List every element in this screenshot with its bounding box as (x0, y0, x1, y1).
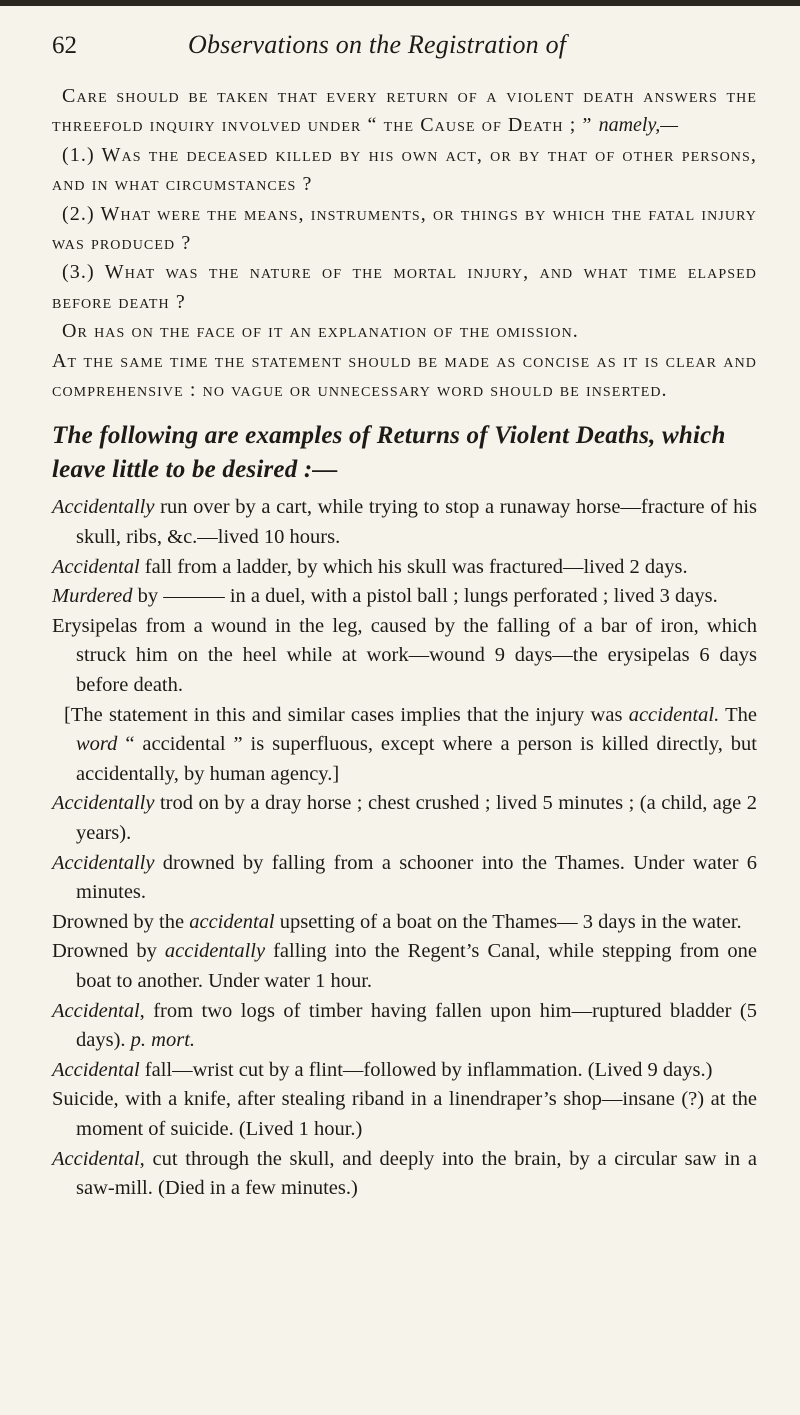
rule-lead: Care should be taken that every return of a violent death answers the threefold inquiry involved under “ the Cause of Death ; ” namely,— (52, 85, 757, 137)
example-entry: Accidental, from two logs of timber having fallen upon him—ruptured bladder (5 days). p. mort. (52, 999, 757, 1052)
running-title: Observations on the Registration of (188, 30, 567, 59)
example-entry: Accidental fall from a ladder, by which his skull was fractured—lived 2 days. (52, 555, 688, 578)
omission-rule: Or has on the face of it an explanation of the omission. (62, 320, 579, 343)
example-entry: Drowned by the accidental upsetting of a boat on the Thames— 3 days in the water. (52, 910, 742, 933)
registration-rules (52, 82, 757, 405)
example-entry: Suicide, with a knife, after stealing riband in a linendraper’s shop—insane (?) at the moment of suicide. (Lived 1 hour.) (52, 1088, 757, 1140)
example-entry: Accidental fall—wrist cut by a flint—followed by inflammation. (Lived 9 days.) (52, 1058, 713, 1081)
page-number: 62 (52, 32, 77, 59)
question-1: (1.) Was the deceased killed by his own act, or by that of other persons, and in what circumstances ? (52, 143, 757, 196)
example-entry: Accidentally trod on by a dray horse ; chest crushed ; lived 5 minutes ; (a child, age 2 years). (52, 792, 757, 844)
question-2: (2.) What were the means, instruments, or things by which the fatal injury was produced ? (52, 202, 757, 255)
example-entry: Erysipelas from a wound in the leg, caused by the falling of a bar of iron, which struck him on the heel while at work—wound 9 days—the erysipelas 6 days before death. (52, 614, 757, 697)
examples-list (52, 493, 757, 1203)
page (52, 30, 757, 1204)
top-rule (0, 0, 800, 6)
example-entry: Accidentally run over by a cart, while trying to stop a runaway horse—fracture of his skull, ribs, &c.—lived 10 hours. (52, 496, 757, 549)
question-3: (3.) What was the nature of the mortal injury, and what time elapsed before death ? (52, 261, 757, 313)
examples-intro: The following are examples of Returns of Violent Deaths, which leave little to be desired :— (52, 422, 726, 484)
example-entry: Drowned by accidentally falling into the Regent’s Canal, while stepping from one boat to another. Under water 1 hour. (52, 940, 757, 992)
example-entry: Accidentally drowned by falling from a schooner into the Thames. Under water 6 minutes. (52, 851, 757, 904)
concise-rule: At the same time the statement should be made as concise as it is clear and comprehensive : no vague or unnecessary word should be inserted. (52, 349, 757, 402)
page-header (52, 30, 757, 82)
example-entry: Accidental, cut through the skull, and deeply into the brain, by a circular saw in a saw-mill. (Died in a few minutes.) (52, 1147, 757, 1200)
editorial-note: [The statement in this and similar cases implies that the injury was accidental. The word “ accidental ” is superfluous, except where a person is killed directly, but accidentally, by human agency.] (64, 703, 757, 785)
example-entry: Murdered by ——— in a duel, with a pistol ball ; lungs perforated ; lived 3 days. (52, 585, 718, 608)
